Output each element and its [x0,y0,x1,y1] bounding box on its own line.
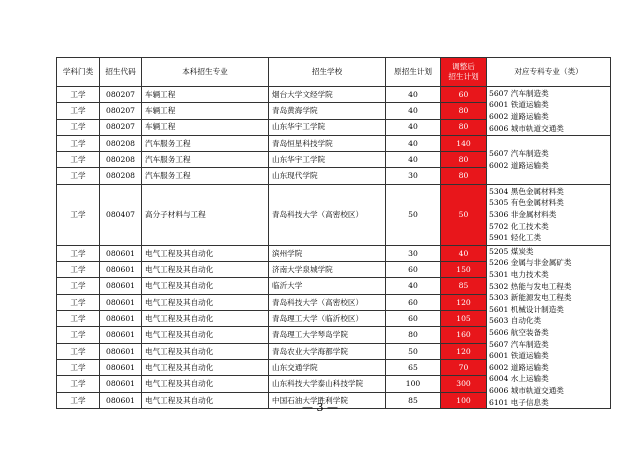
cell-code: 080207 [100,119,142,135]
cell-vocational-group [487,245,611,408]
cell-plan: 85 [386,392,441,408]
cell-vocational-group [487,87,611,136]
table-header-row [57,58,611,87]
cell-code: 080208 [100,135,142,151]
header-plan: 原招生计划 [386,58,441,87]
cell-adjusted: 150 [441,262,487,278]
cell-major: 车辆工程 [142,87,269,103]
cell-school: 烟台大学文经学院 [269,87,386,103]
header-school: 招生学校 [269,58,386,87]
header-code: 招生代码 [100,58,142,87]
vocational-item: 6001 铁道运输类 [489,351,549,361]
cell-adjusted: 105 [441,311,487,327]
cell-major: 车辆工程 [142,119,269,135]
cell-category: 工学 [57,119,100,135]
vocational-item: 5303 新能源发电工程类 [489,293,572,303]
header-vocational: 对应专科专业（类） [487,58,611,87]
vocational-item: 5601 机械设计制造类 [489,304,564,314]
cell-adjusted: 140 [441,135,487,151]
cell-plan: 40 [386,119,441,135]
cell-adjusted: 100 [441,392,487,408]
cell-category: 工学 [57,360,100,376]
cell-code: 080601 [100,392,142,408]
page-number: — 3 — [302,401,338,414]
cell-major: 电气工程及其自动化 [142,245,269,261]
cell-plan: 40 [386,87,441,103]
cell-category: 工学 [57,245,100,261]
cell-school: 中国石油大学胜利学院 [269,392,386,408]
vocational-item: 5606 航空装备类 [489,327,549,337]
vocational-item: 5607 汽车制造类 [489,339,549,349]
cell-plan: 80 [386,327,441,343]
cell-code: 080208 [100,168,142,184]
cell-adjusted: 50 [441,184,487,245]
vocational-item: 5901 轻化工类 [489,233,542,243]
cell-code: 080207 [100,87,142,103]
vocational-item: 6001 铁道运输类 [489,100,549,110]
cell-major: 电气工程及其自动化 [142,392,269,408]
table-row [57,184,611,245]
vocational-item: 6006 城市轨道交通类 [489,385,564,395]
cell-major: 车辆工程 [142,103,269,119]
cell-code: 080601 [100,343,142,359]
cell-plan: 40 [386,103,441,119]
table-row [57,87,611,103]
cell-major: 高分子材料与工程 [142,184,269,245]
cell-category: 工学 [57,87,100,103]
cell-major: 汽车服务工程 [142,168,269,184]
cell-category: 工学 [57,152,100,168]
cell-adjusted: 120 [441,343,487,359]
cell-category: 工学 [57,168,100,184]
cell-major: 汽车服务工程 [142,135,269,151]
cell-major: 电气工程及其自动化 [142,327,269,343]
vocational-item: 5305 有色金属材料类 [489,198,564,208]
cell-school: 青岛理工大学琴岛学院 [269,327,386,343]
vocational-item: 5206 金属与非金属矿类 [489,258,572,268]
cell-category: 工学 [57,135,100,151]
header-category: 学科门类 [57,58,100,87]
cell-plan: 40 [386,278,441,294]
vocational-item: 5302 热能与发电工程类 [489,281,572,291]
cell-school: 山东华宇工学院 [269,119,386,135]
enrollment-plan-table [56,57,611,409]
cell-major: 汽车服务工程 [142,152,269,168]
vocational-item: 6002 道路运输类 [489,362,549,372]
header-adjusted-line1: 调整后 [452,61,475,71]
cell-category: 工学 [57,392,100,408]
cell-school: 滨州学院 [269,245,386,261]
cell-code: 080601 [100,245,142,261]
cell-major: 电气工程及其自动化 [142,294,269,310]
cell-code: 080208 [100,152,142,168]
vocational-item: 5306 非金属材料类 [489,209,557,219]
cell-plan: 40 [386,152,441,168]
cell-code: 080601 [100,278,142,294]
cell-category: 工学 [57,343,100,359]
cell-adjusted: 85 [441,278,487,294]
cell-adjusted: 60 [441,87,487,103]
cell-major: 电气工程及其自动化 [142,278,269,294]
vocational-item: 5301 电力技术类 [489,269,549,279]
cell-vocational-group [487,184,611,245]
cell-adjusted: 160 [441,327,487,343]
cell-plan: 30 [386,168,441,184]
vocational-item: 6101 电子信息类 [489,397,549,407]
cell-category: 工学 [57,376,100,392]
vocational-item: 5205 煤炭类 [489,246,534,256]
cell-major: 电气工程及其自动化 [142,376,269,392]
cell-school: 青岛理工大学（临沂校区） [269,311,386,327]
vocational-item: 5607 汽车制造类 [489,88,549,98]
cell-category: 工学 [57,184,100,245]
vocational-item: 6004 水上运输类 [489,374,549,384]
cell-vocational-group [487,135,611,184]
cell-school: 临沂大学 [269,278,386,294]
cell-adjusted: 80 [441,152,487,168]
cell-major: 电气工程及其自动化 [142,311,269,327]
header-major: 本科招生专业 [142,58,269,87]
cell-code: 080601 [100,376,142,392]
header-adjusted [441,58,487,87]
cell-category: 工学 [57,294,100,310]
vocational-item: 6002 道路运输类 [489,111,549,121]
cell-adjusted: 120 [441,294,487,310]
cell-school: 青岛黄海学院 [269,103,386,119]
cell-code: 080207 [100,103,142,119]
cell-category: 工学 [57,262,100,278]
cell-code: 080407 [100,184,142,245]
cell-school: 青岛科技大学（高密校区） [269,294,386,310]
cell-school: 山东华宇工学院 [269,152,386,168]
vocational-item: 6006 城市轨道交通类 [489,123,564,133]
cell-code: 080601 [100,327,142,343]
cell-major: 电气工程及其自动化 [142,343,269,359]
cell-plan: 60 [386,294,441,310]
vocational-item: 5702 化工技术类 [489,221,549,231]
cell-adjusted: 300 [441,376,487,392]
cell-school: 山东交通学院 [269,360,386,376]
cell-plan: 65 [386,360,441,376]
cell-school: 青岛恒星科技学院 [269,135,386,151]
cell-code: 080601 [100,360,142,376]
cell-school: 济南大学泉城学院 [269,262,386,278]
cell-plan: 100 [386,376,441,392]
cell-category: 工学 [57,327,100,343]
cell-major: 电气工程及其自动化 [142,360,269,376]
cell-major: 电气工程及其自动化 [142,262,269,278]
cell-plan: 30 [386,245,441,261]
cell-plan: 50 [386,343,441,359]
header-adjusted-line2: 招生计划 [448,72,479,81]
cell-adjusted: 80 [441,103,487,119]
vocational-item: 5607 汽车制造类 [489,149,549,159]
cell-plan: 60 [386,262,441,278]
cell-category: 工学 [57,311,100,327]
cell-adjusted: 80 [441,119,487,135]
cell-plan: 60 [386,311,441,327]
vocational-item: 6002 道路运输类 [489,160,549,170]
cell-plan: 40 [386,135,441,151]
cell-plan: 50 [386,184,441,245]
cell-code: 080601 [100,294,142,310]
cell-school: 山东科技大学泰山科技学院 [269,376,386,392]
cell-code: 080601 [100,262,142,278]
table-row [57,135,611,151]
cell-adjusted: 80 [441,168,487,184]
cell-school: 青岛农业大学海都学院 [269,343,386,359]
cell-adjusted: 70 [441,360,487,376]
cell-school: 青岛科技大学（高密校区） [269,184,386,245]
table-row [57,245,611,261]
cell-category: 工学 [57,278,100,294]
cell-code: 080601 [100,311,142,327]
cell-adjusted: 40 [441,245,487,261]
vocational-item: 5304 黑色金属材料类 [489,186,564,196]
cell-school: 山东现代学院 [269,168,386,184]
vocational-item: 5603 自动化类 [489,316,542,326]
cell-category: 工学 [57,103,100,119]
